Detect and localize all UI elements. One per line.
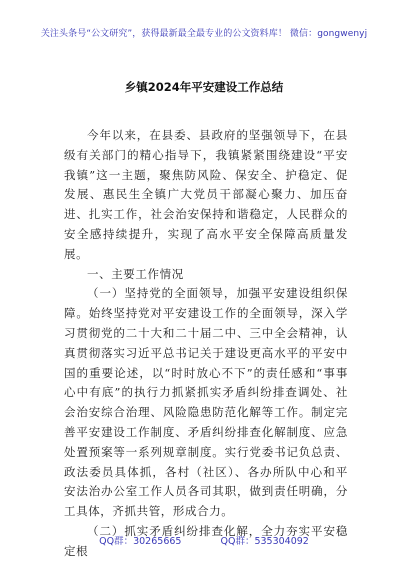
qq-footer	[0, 533, 408, 547]
qq-group-2: QQ群：535304092	[220, 536, 309, 547]
paragraph-intro: 今年以来，在县委、县政府的坚强领导下，在县级有关部门的精心指导下，我镇紧紧围绕建设“平安我镇”这一主题，聚焦防风险、保安全、护稳定、促发展、惠民生全镇广大党员干部凝心聚力、加压奋进、扎实工作，社会治安保持和谐稳定，人民群众的安全感持续提升，实现了高水平安全保障高质量发展。	[64, 128, 348, 261]
document-body	[64, 126, 348, 562]
section-heading: 一、主要工作情况	[87, 266, 184, 281]
promo-header: 关注头条号“公文研究”，获得最新最全最专业的公文资料库！ 微信：gongwenyj	[40, 29, 368, 39]
qq-group-1: QQ群：30265665	[99, 536, 182, 547]
paragraph-section-2: （二）抓实矛盾纠纷排查化解，全力夯实平安稳定根	[64, 523, 348, 558]
paragraph-section-1: （一）坚持党的全面领导，加强平安建设组织保障。始终坚持党对平安建设工作的全面领导，深入学习贯彻党的二十大和二十届二中、三中全会精神，认真贯彻落实习近平总书记关于建设更高水平的平安中国的重要论述，以“时时放心不下”的责任感和“事事心中有底”的执行力抓紧抓实矛盾纠纷排查调处、社会治安综合治理、风险隐患防范化解等工作。制定完善平安建设工作制度、矛盾纠纷排查化解制度、应急处置预案等一系列规章制度。实行党委书记负总责、政法委员具体抓，各村（社区）、各办所队中心和平安法治办公室工作人员各司其职，做到责任明确，分工具体，齐抓共管，形成合力。	[64, 286, 348, 519]
document-title: 乡镇2024年平安建设工作总结	[124, 80, 284, 94]
